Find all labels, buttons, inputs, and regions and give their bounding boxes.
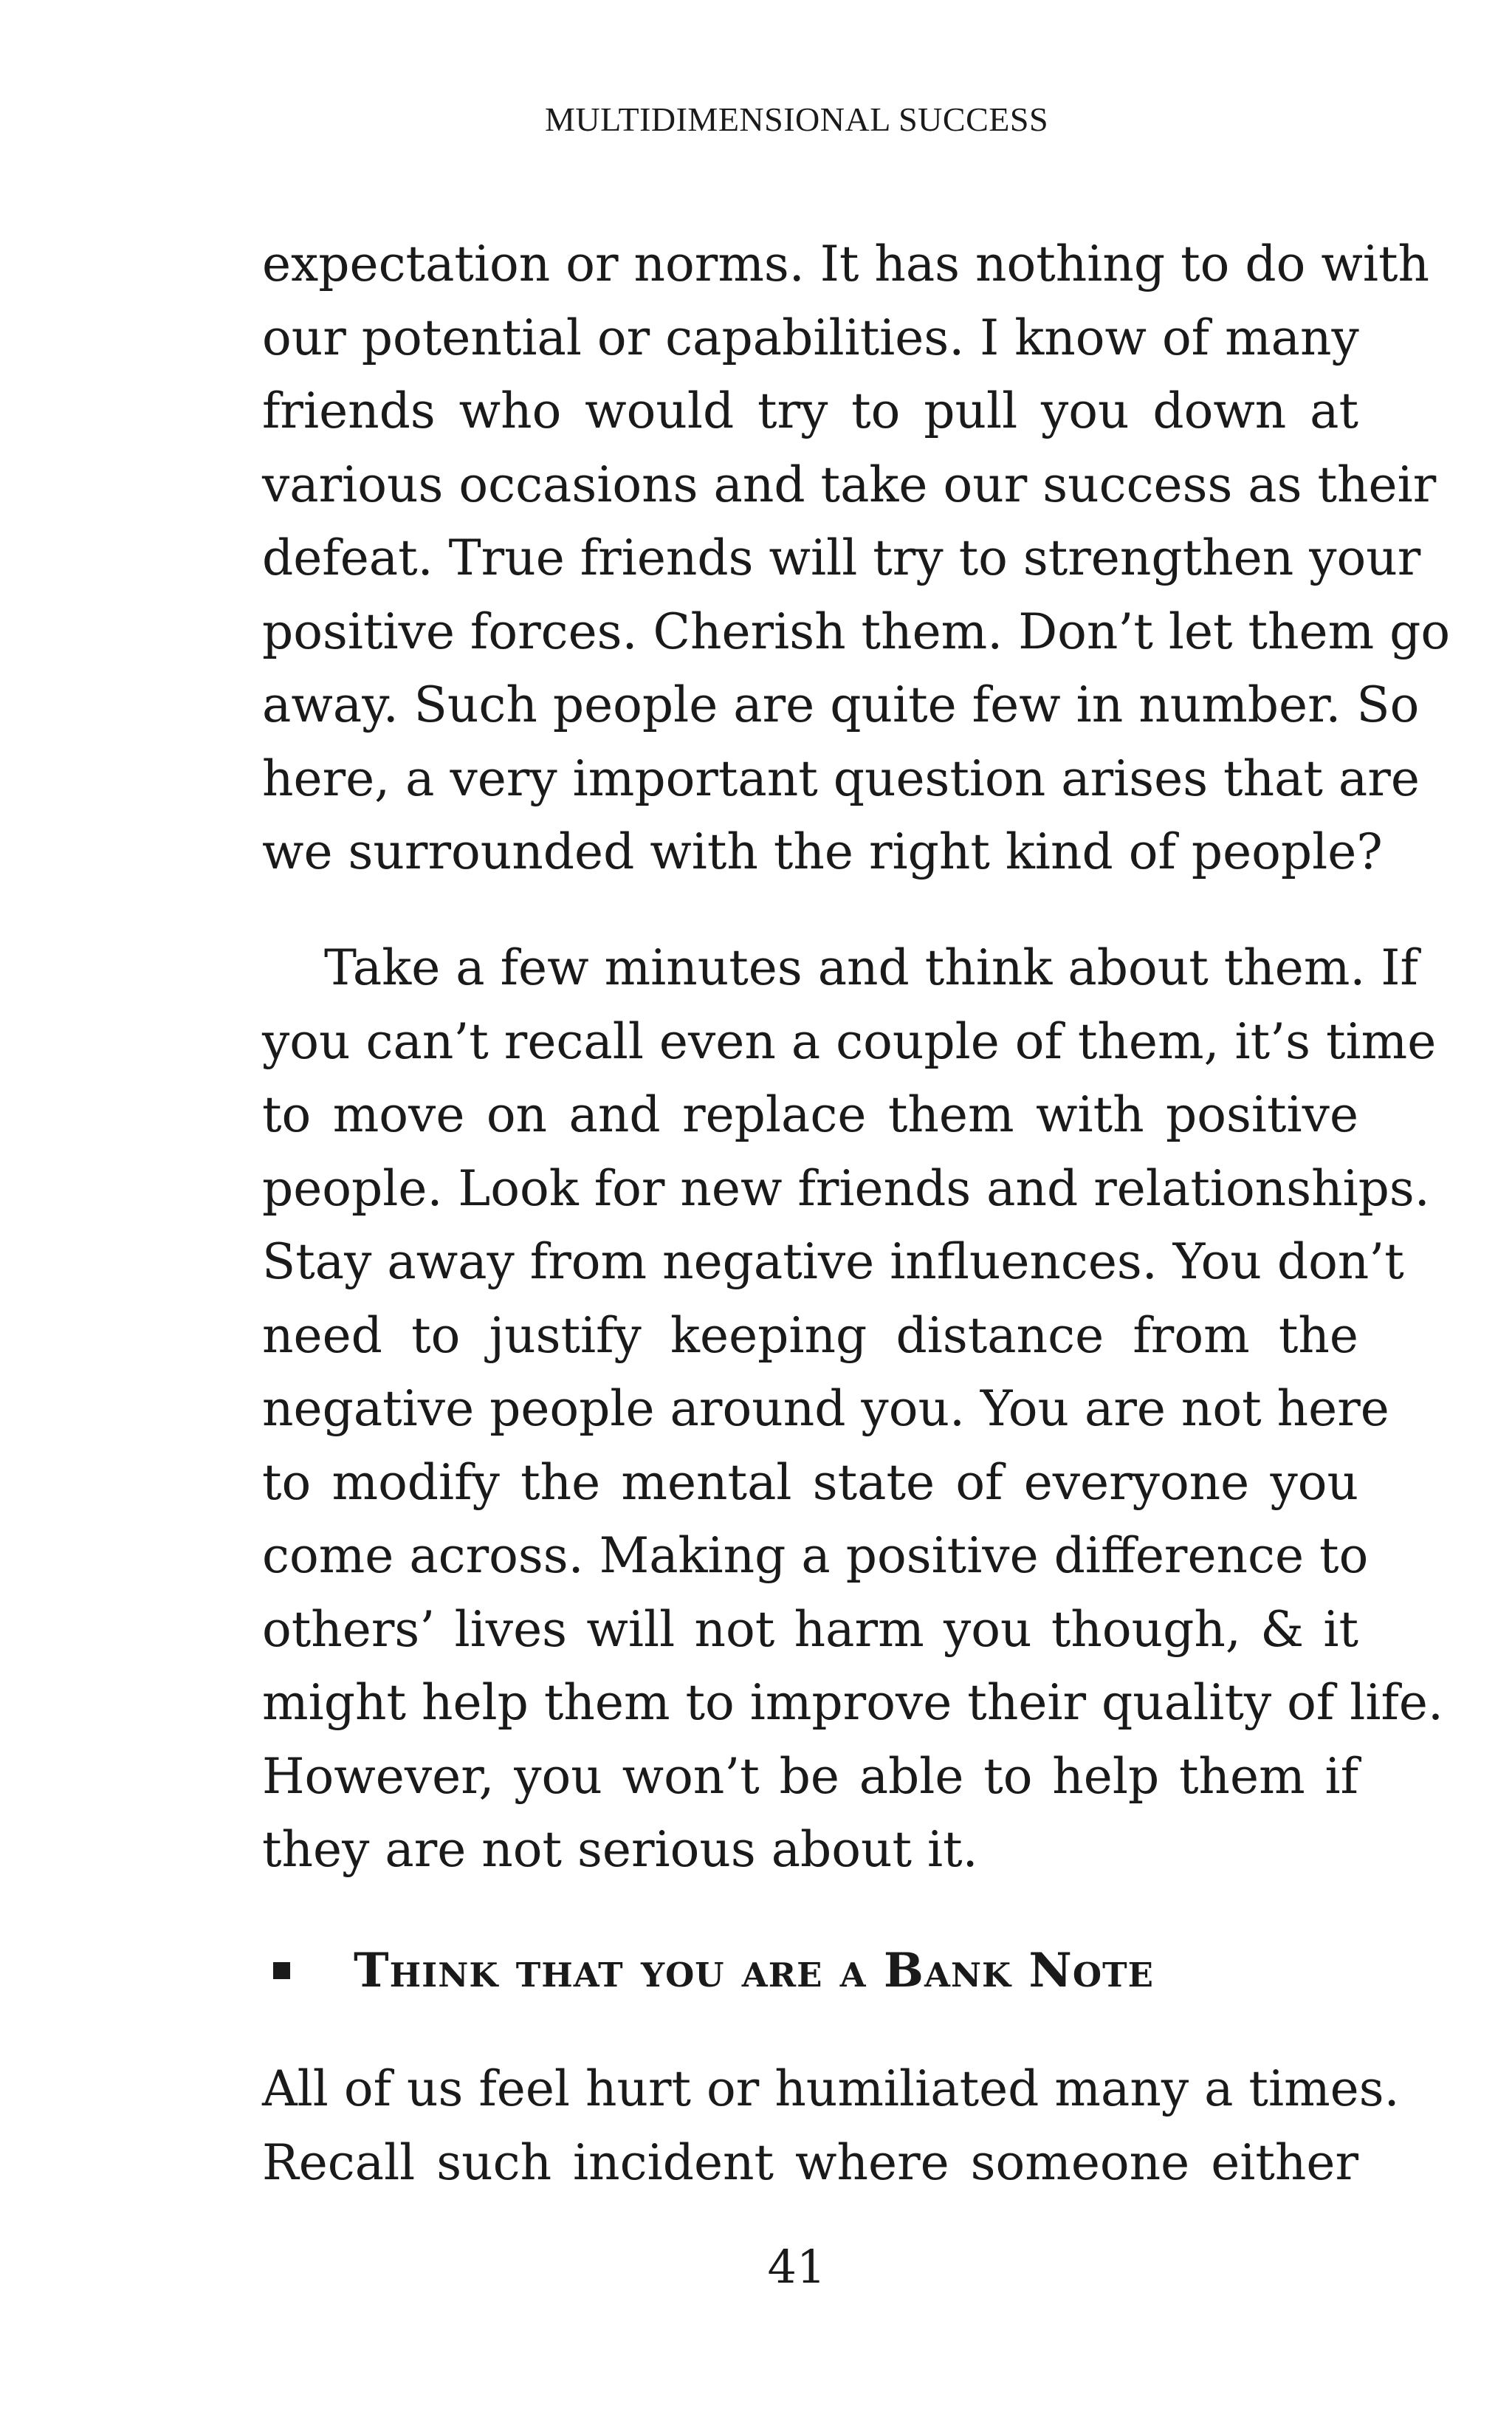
text-line: away. Such people are quite few in number. So bbox=[262, 676, 1420, 733]
text-line: need to justify keeping distance from the bbox=[262, 1306, 1358, 1364]
section-heading-text: Think that you are a Bank Note bbox=[354, 1942, 1154, 1998]
text-line: they are not serious about it. bbox=[262, 1821, 978, 1878]
text-line: come across. Making a positive difference to bbox=[262, 1527, 1369, 1584]
text-line: to modify the mental state of everyone you bbox=[262, 1453, 1358, 1511]
section-heading bbox=[273, 1933, 1154, 2007]
text-line: Recall such incident where someone either bbox=[262, 2133, 1358, 2191]
text-line: Take a few minutes and think about them. If bbox=[324, 939, 1418, 996]
text-line: here, a very important question arises that are bbox=[262, 750, 1420, 807]
text-line: positive forces. Cherish them. Don’t let them go bbox=[262, 603, 1451, 660]
running-header: MULTIDIMENSIONAL SUCCESS bbox=[544, 100, 1049, 138]
text-line: you can’t recall even a couple of them, it’s time bbox=[262, 1012, 1437, 1070]
text-line: we surrounded with the right kind of people? bbox=[262, 823, 1383, 880]
text-line: Stay away from negative influences. You don’t bbox=[262, 1233, 1404, 1290]
text-line: defeat. True friends will try to strengthen your bbox=[262, 529, 1421, 586]
text-line: friends who would try to pull you down at bbox=[262, 383, 1358, 439]
text-line: However, you won’t be able to help them if bbox=[262, 1747, 1358, 1805]
text-line: others’ lives will not harm you though, & it bbox=[262, 1600, 1358, 1658]
text-line: might help them to improve their quality of life. bbox=[262, 1674, 1443, 1731]
text-line: our potential or capabilities. I know of many bbox=[262, 309, 1359, 366]
text-line: various occasions and take our success as their bbox=[262, 456, 1437, 513]
text-line: people. Look for new friends and relationships. bbox=[262, 1159, 1430, 1217]
body-paragraph bbox=[262, 227, 1451, 889]
square-bullet-icon bbox=[273, 1962, 290, 1979]
page-number: 41 bbox=[767, 2240, 826, 2294]
text-line: to move on and replace them with positive bbox=[262, 1086, 1358, 1143]
text-line: negative people around you. You are not here bbox=[262, 1380, 1389, 1437]
text-line: All of us feel hurt or humiliated many a times. bbox=[262, 2060, 1400, 2117]
text-line: expectation or norms. It has nothing to do with bbox=[262, 236, 1429, 292]
body-paragraph bbox=[262, 2052, 1400, 2199]
body-paragraph bbox=[262, 931, 1443, 1887]
